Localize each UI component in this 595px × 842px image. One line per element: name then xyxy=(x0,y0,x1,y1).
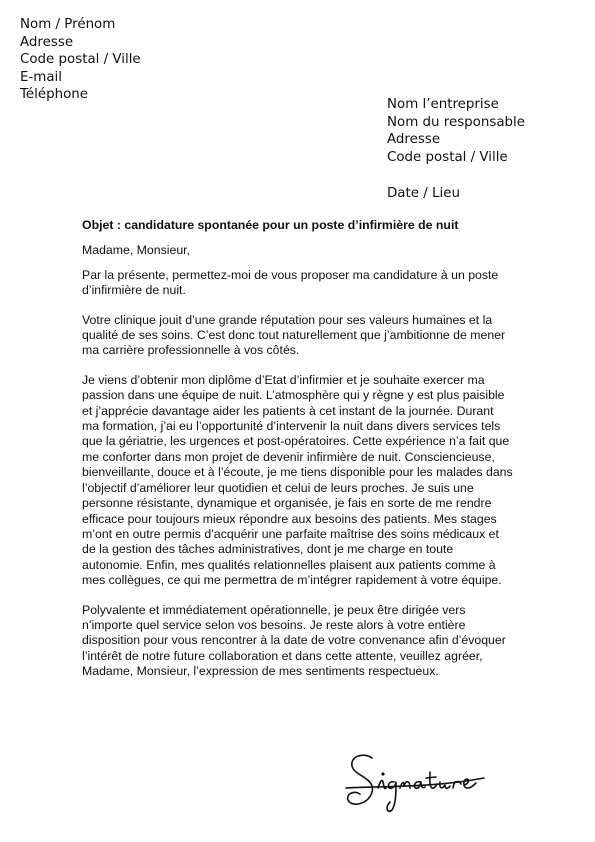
sender-email: E-mail xyxy=(20,69,62,85)
sender-postal-city: Code postal / Ville xyxy=(20,52,141,68)
letter-greeting: Madame, Monsieur, xyxy=(82,243,190,258)
letter-body xyxy=(82,218,514,694)
sender-name: Nom / Prénom xyxy=(20,17,116,32)
recipient-company: Nom l’entreprise xyxy=(387,97,499,112)
sender-phone: Téléphone xyxy=(20,87,89,103)
recipient-manager: Nom du responsable xyxy=(387,114,525,130)
paragraph-intro: Par la présente, permettez-moi de vous proposer ma candidature à un poste d’infirmière de nuit. xyxy=(82,267,499,298)
paragraph-experience: Je viens d’obtenir mon diplôme d’Etat d’infirmier et je souhaite exercer ma passion dans une équipe de nuit. L’atmosphère qui y règne y est plus paisible et j’apprécie davantage aider les patients à cet instant de la journée. Durant ma formation, j’ai eu l’opportunité d’intervenir la nuit dans divers services tels que la gériatrie, les urgences et post-opératoires. Cette expérience n’a fait que me conforter dans mon projet de devenir infirmière de nuit. Consciencieuse, bienveillante, douce et à l’écoute, je me tiens disponible pour les malades dans l’objectif d’améliorer leur quotidien et celui de leurs proches. Je suis une personne résistante, dynamique et organisée, je fais en sorte de me rendre efficace pour toujours mieux répondre aux besoins des patients. Mes stages m’ont en outre permis d’acquérir une parfaite maîtrise des soins médicaux et de la gestion des tâches administratives, dont je me charge en toute autonomie. Enfin, mes qualités relationnelles plaisent aux patients comme à mes collègues, ce qui me permettra de m’intégrer rapidement à votre équipe. xyxy=(82,372,513,588)
letter-subject: Objet : candidature spontanée pour un poste d’infirmière de nuit xyxy=(82,218,459,232)
recipient-postal-city: Code postal / Ville xyxy=(387,149,508,165)
sender-address: Adresse xyxy=(20,34,74,50)
handwritten-signature xyxy=(342,748,492,816)
sender-block xyxy=(20,16,141,104)
recipient-block xyxy=(387,96,525,166)
date-place: Date / Lieu xyxy=(387,186,460,201)
paragraph-closing: Polyvalente et immédiatement opérationnelle, je peux être dirigée vers n’importe quel service selon vos besoins. Je reste alors à votre entière disposition pour vous rencontrer à la date de votre convenance afin d’évoquer l’intérêt de notre future collaboration et dans cette attente, veuillez agréer, Madame, Monsieur, l’expression de mes sentiments respectueux. xyxy=(82,602,506,679)
paragraph-clinic: Votre clinique jouit d’une grande réputation pour ses valeurs humaines et la qualité de ses soins. C’est donc tout naturellement que j’ambitionne de mener ma carrière professionnelle à vos côtés. xyxy=(82,312,506,358)
recipient-address: Adresse xyxy=(387,132,441,148)
